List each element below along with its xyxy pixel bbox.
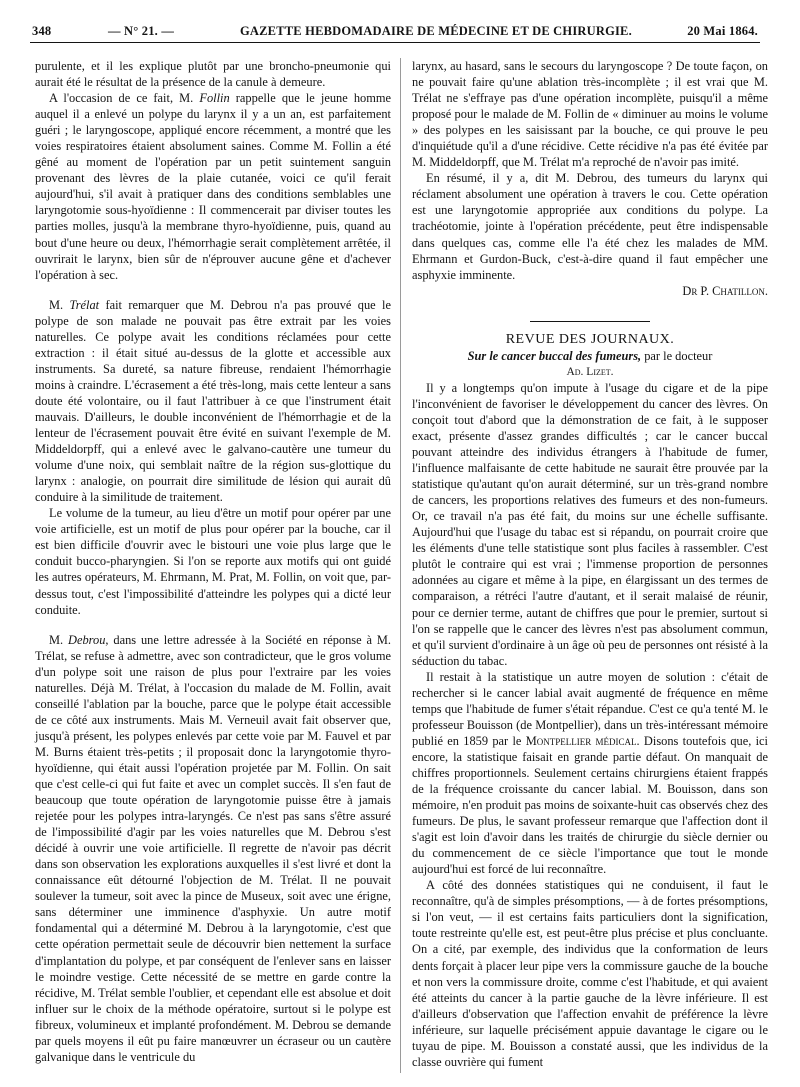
paragraph	[35, 297, 391, 506]
author-signature: Dr P. Chatillon.	[682, 283, 768, 298]
column-divider	[400, 58, 401, 1073]
text-run: rappelle que le jeune homme auquel il a enlevé un polype du larynx il y a un an, est parfaitement guéri ; le laryngoscope, appliqué encore récemment, a montré que les voies respiratoires étaient absolument saines. Comme M. Follin a été gêné au moment de l'opération par un petit suintement sanguin provenant des lèvres de la plaie cutanée, voici ce qu'il ferait aujourd'hui, s'il avait à pratiquer dans des conditions semblables une laryngotomie sous-hyoïdienne : Il commencerait par diviser toutes les parties molles, jusqu'à la membrane thyro-hyoïdienne, puis, quand au bout d'une heure ou deux, l'hémorrhagie serait complètement arrêtée, il ouvrirait le larynx, bien sûr de n'éprouver aucune gêne et d'achever l'opération à sec.	[35, 91, 391, 282]
article-author: Ad. Lizet.	[566, 365, 614, 378]
journal-citation: Montpellier médical	[525, 733, 637, 748]
paragraph	[412, 669, 768, 878]
speaker-name: Debrou	[68, 632, 106, 647]
text-run: A l'occasion de ce fait, M.	[49, 91, 200, 106]
text-run: fait remarquer que M. Debrou n'a pas prouvé que le polype de son malade ne pouvait pas être extrait par les voies naturelles. Ce polype avait les conditions réclamées pour cette extraction : il était situé au-dessus de la glotte et accessible aux instruments. Sa dureté, sa nature fibreuse, rendaient l'hémorrhagie moins à craindre. L'écrasement a été très-long, mais cette lenteur a sans doute été volontaire, ou il faut l'attribuer à ce que l'instrument était mauvais. D'ailleurs, le double inconvénient de l'hémorrhagie et de la lenteur de l'écrasement pouvait être évité en suivant l'exemple de M. Middeldorpff, qui a enlevé avec le galvano-cautère une tumeur du volume d'une noix, qui semblait naître de la région sus-glottique du larynx : analogie, on pourrait dire similitude de lésion qui aurait dû conduire à la similitude de traitement.	[35, 297, 391, 505]
text-run: . Disons toutefois que, ici encore, la statistique faisait en grande partie défaut. On manquait de chiffres proportionnels. Seulement certains chirurgiens étaient frappés de la fréquence croissante du cancer labial. M. Bouisson, dans son mémoire, n'en produit pas moins de soixante-huit cas observés chez des fumeurs. De plus, le savant professeur remarque que l'affection dont il s'agit est loin d'avoir dans les traités de chirurgie du siècle dernier ou du commencement de ce siècle l'importance que tout le monde aujourd'hui est forcé de lui reconnaître.	[412, 733, 768, 877]
article-title	[412, 348, 768, 364]
text-run: Il restait à la statistique un autre moyen de solution : c'était de rechercher si le cancer labial avait augmenté de fréquence en même temps que l'habitude de fumer s'était répandue. C'est ce qu'a tenté M. le professeur Bouisson (de Montpellier), dans un très-intéressant mémoire publié en 1859 par le	[412, 669, 768, 748]
article-title-text: Sur le cancer buccal des fumeurs,	[467, 348, 642, 363]
page-number: 348	[32, 24, 52, 38]
paragraph: larynx, au hasard, sans le secours du laryngoscope ? De toute façon, on ne pouvait faire qu'une ablation très-incomplète ; il est vrai que M. Trélat ne s'effraye pas d'une opération incomplète, puisqu'il a même proposé pour le malade de M. Follin de « diminuer au moins le volume » des polypes en les saisissant par la bouche, ce qui prouve le peu d'inquiétude qu'il a d'une récidive. Cette récidive n'a pas été évitée par M. Middeldorpff, que M. Trélat m'a reproché de n'avoir pas imité.	[412, 59, 768, 170]
running-header	[30, 22, 760, 43]
text-run: , dans une lettre adressée à la Société en réponse à M. Trélat, se refuse à admettre, avec son contradicteur, que le gros volume d'un polype soit une raison de plus pour l'extraire par les voies naturelles. Déjà M. Trélat, à l'occasion du malade de M. Follin, avait conseillé l'ablation par la bouche, parce que le polype était accessible de ce côté aux instruments. Mais M. Verneuil avait fait observer que, jusqu'à présent, les polypes enlevés par cette voie par M. Fauvel et par M. Burns étaient très-petits ; il proposait donc la laryngotomie thyro-hyoïdienne, qui était aussi l'opération projetée par M. Follin. On sait que c'est celle-ci qui fut faite et avec un complet succès. Il s'en faut de beaucoup que toute opération de laryngotomie puisse être à jamais rejetée pour les polypes intra-laryngés. Ce n'est pas sans s'être assuré de l'impossibilité d'agir par les voies naturelles que M. Debrou s'est décidé à ouvrir une voie artificielle. Il regrette de n'avoir pas décrit dans son observation les explorations auxquelles il s'est livré et dont la connaissance eût détourné l'objection de M. Trélat. Il ne pouvait soulever la tumeur, soit avec la pince de Museux, soit avec une érigne, sans déterminer une imminence d'asphyxie. Un autre motif fondamental qui a déterminé M. Debrou à la laryngotomie, c'est que cette opération permettait seule de découvrir bien nettement la surface d'implantation du polype, et par conséquent de l'enlever sans en laisser le moindre vestige. Cette nécessité de se mettre en garde contre la récidive, M. Trélat semble l'oublier, et cependant elle est absolue et doit influer sur le choix de la méthode opératoire, surtout si le polype est fibreux, volumineux et implanté profondément. M. Debrou se demande par quels moyens il eût pu faire manœuvrer un écraseur ou un cautère galvanique dans le ventricule du	[35, 632, 391, 1064]
text-run: M.	[49, 297, 70, 312]
paragraph: Le volume de la tumeur, au lieu d'être un motif pour opérer par une voie artificielle, est un motif de plus pour opérer par la bouche, car il est bien difficile d'ouvrir avec le bistouri une voie plus large que le conduit bucco-pharyngien. Si l'on se reporte aux motifs qui ont guidé les autres opérateurs, M. Ehrmann, M. Prat, M. Follin, on voit que, par-dessus tout, c'est l'impossibilité d'atteindre les polypes qui a dicté leur conduite.	[35, 506, 391, 617]
issue-number: — N° 21. —	[108, 24, 175, 38]
right-column	[412, 58, 768, 1070]
speaker-name: Follin	[199, 91, 230, 106]
paragraph	[35, 90, 391, 283]
paragraph	[35, 632, 391, 1065]
text-run: M.	[49, 632, 68, 647]
section-rule	[530, 321, 650, 322]
paragraph: A côté des données statistiques qui ne conduisent, il faut le reconnaître, qu'à de simples présomptions, — à de fortes présomptions, si l'on veut, — il est certains faits particuliers dont la signification, toute restreinte qu'elle est, est peut-être plus précise et plus concluante. On a cité, par exemple, des individus que la conformation de leurs dents forçait à placer leur pipe vers la commissure gauche de la bouche et non vers la commissure droite, comme c'est l'habitude, et qui avaient été atteints du cancer à la partie gauche de la lèvre inférieure. Il est d'ailleurs d'observation que l'affection envahit de préférence la lèvre inférieure, sur laquelle précisément appuie davantage le cigare ou le tuyau de pipe. M. Bouisson a constaté aussi, que les individus de la classe ouvrière qui fument	[412, 878, 768, 1069]
paragraph: En résumé, il y a, dit M. Debrou, des tumeurs du larynx qui réclament absolument une opération à travers le cou. Cette opération est une laryngotomie appropriée aux conditions du polype. La trachéotomie, jointe à l'opération précédente, peut être indispensable dans quelques cas, comme elle l'a été chez les malades de MM. Ehrmann et Gurdon-Buck, c'est-à-dire quand il faut empêcher une asphyxie imminente.	[412, 171, 768, 282]
section-title: REVUE DES JOURNAUX.	[505, 331, 675, 347]
issue-date: 20 Mai 1864.	[687, 24, 758, 38]
journal-title: GAZETTE HEBDOMADAIRE DE MÉDECINE ET DE CHIRURGIE.	[240, 24, 632, 38]
speaker-name: Trélat	[69, 297, 100, 312]
paragraph: purulente, et il les explique plutôt par une broncho-pneumonie qui aurait été le résultat de la présence de la canule à demeure.	[35, 59, 391, 90]
paragraph: Il y a longtemps qu'on impute à l'usage du cigare et de la pipe l'inconvénient de favoriser le développement du cancer des lèvres. On conçoit tout d'abord que la démonstration de ce fait, à le supposer exact, présente d'assez grandes difficultés ; car le cancer buccal pouvant atteindre des individus étrangers à l'habitude de fumer, l'influence malfaisante de cette habitude ne saurait être prouvée par la statistique qu'autant qu'on aurait déterminé, sur un très-grand nombre de cancers, les proportions relatives des fumeurs et des non-fumeurs. Or, ce travail n'a pas été fait, du moins sur une échelle suffisante. Aujourd'hui que l'usage du tabac est si répandu, on pourrait croire que les éléments d'une telle statistique sont plus faciles à rassembler. C'est plutôt le contraire qui est vrai ; l'immense proportion de personnes adonnées au cigare et même à la pipe, en élargissant un des termes de comparaison, a rétréci l'autre d'autant, et il serait malaisé de réunir, pour ce dernier terme, autant de chiffres que pour le premier, surtout si l'on se rappelle que le cancer des lèvres n'est pas absolument commun, et qu'il survient d'ordinaire à un âge où peu de personnes ont résisté à la séduction du tabac.	[412, 380, 768, 668]
article-title-suffix: par le docteur	[641, 348, 713, 363]
left-column	[35, 58, 391, 1065]
